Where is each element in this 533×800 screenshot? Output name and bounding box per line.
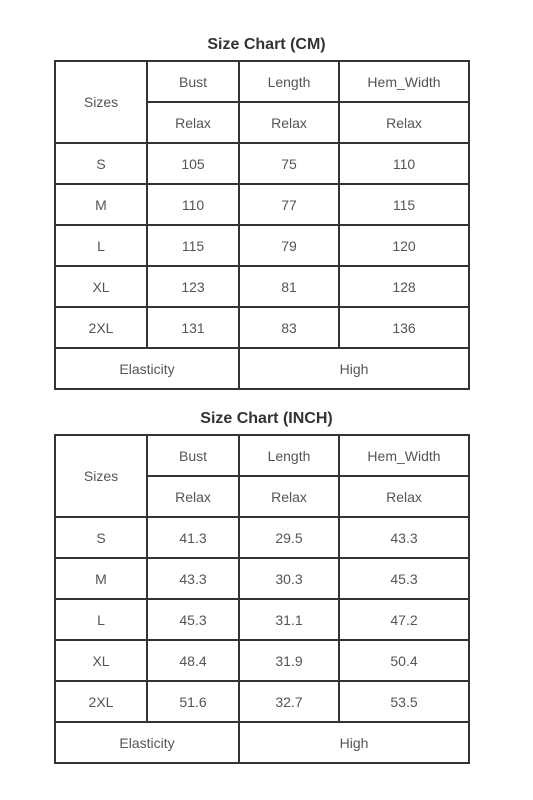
bust-header: Bust <box>147 435 239 476</box>
cm-size-table <box>54 60 470 390</box>
length-cell: 81 <box>239 266 339 307</box>
hem-relax-label: Relax <box>339 102 469 143</box>
inch-chart-title: Size Chart (INCH) <box>200 410 333 427</box>
table-row <box>55 640 469 681</box>
bust-cell: 131 <box>147 307 239 348</box>
length-cell: 31.1 <box>239 599 339 640</box>
size-cell: M <box>55 558 147 599</box>
elasticity-value: High <box>239 722 469 763</box>
length-cell: 32.7 <box>239 681 339 722</box>
hem-cell: 136 <box>339 307 469 348</box>
size-cell: 2XL <box>55 681 147 722</box>
hem-cell: 110 <box>339 143 469 184</box>
size-cell: M <box>55 184 147 225</box>
length-header: Length <box>239 435 339 476</box>
sizes-header: Sizes <box>55 61 147 143</box>
table-row <box>55 517 469 558</box>
size-cell: S <box>55 143 147 184</box>
table-row <box>55 266 469 307</box>
hem-cell: 45.3 <box>339 558 469 599</box>
length-header: Length <box>239 61 339 102</box>
table-row <box>55 225 469 266</box>
hem-cell: 120 <box>339 225 469 266</box>
length-cell: 83 <box>239 307 339 348</box>
length-cell: 77 <box>239 184 339 225</box>
size-cell: L <box>55 599 147 640</box>
hem-cell: 50.4 <box>339 640 469 681</box>
bust-header: Bust <box>147 61 239 102</box>
length-relax-label: Relax <box>239 476 339 517</box>
length-relax-label: Relax <box>239 102 339 143</box>
elasticity-label: Elasticity <box>55 722 239 763</box>
table-row <box>55 307 469 348</box>
cm-chart-title: Size Chart (CM) <box>207 36 326 53</box>
table-row <box>55 681 469 722</box>
length-cell: 75 <box>239 143 339 184</box>
hem-cell: 128 <box>339 266 469 307</box>
table-row <box>55 558 469 599</box>
table-row <box>55 599 469 640</box>
elasticity-value: High <box>239 348 469 389</box>
bust-cell: 51.6 <box>147 681 239 722</box>
length-cell: 79 <box>239 225 339 266</box>
bust-cell: 115 <box>147 225 239 266</box>
size-cell: L <box>55 225 147 266</box>
bust-cell: 43.3 <box>147 558 239 599</box>
bust-cell: 123 <box>147 266 239 307</box>
hem-cell: 43.3 <box>339 517 469 558</box>
inch-size-table <box>54 434 470 764</box>
length-cell: 29.5 <box>239 517 339 558</box>
bust-relax-label: Relax <box>147 476 239 517</box>
table-row <box>55 143 469 184</box>
size-cell: XL <box>55 640 147 681</box>
bust-relax-label: Relax <box>147 102 239 143</box>
size-cell: 2XL <box>55 307 147 348</box>
bust-cell: 110 <box>147 184 239 225</box>
length-cell: 31.9 <box>239 640 339 681</box>
sizes-header: Sizes <box>55 435 147 517</box>
table-row <box>55 184 469 225</box>
length-cell: 30.3 <box>239 558 339 599</box>
bust-cell: 105 <box>147 143 239 184</box>
hem-cell: 53.5 <box>339 681 469 722</box>
header-row <box>55 61 469 102</box>
hem-relax-label: Relax <box>339 476 469 517</box>
header-row <box>55 435 469 476</box>
size-cell: XL <box>55 266 147 307</box>
hem-cell: 115 <box>339 184 469 225</box>
bust-cell: 45.3 <box>147 599 239 640</box>
hem-width-header: Hem_Width <box>339 435 469 476</box>
hem-width-header: Hem_Width <box>339 61 469 102</box>
bust-cell: 48.4 <box>147 640 239 681</box>
size-cell: S <box>55 517 147 558</box>
elasticity-label: Elasticity <box>55 348 239 389</box>
elasticity-row <box>55 348 469 389</box>
bust-cell: 41.3 <box>147 517 239 558</box>
hem-cell: 47.2 <box>339 599 469 640</box>
elasticity-row <box>55 722 469 763</box>
